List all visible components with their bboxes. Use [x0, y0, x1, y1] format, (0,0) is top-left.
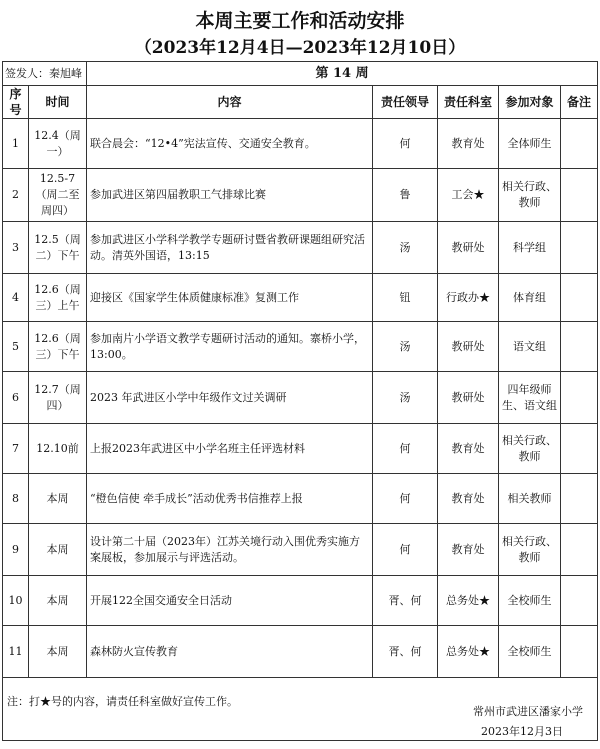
row-seq: 5: [3, 322, 29, 372]
header-seq: 序号: [3, 86, 29, 119]
row-seq: 8: [3, 474, 29, 524]
row-note: [561, 169, 598, 222]
header-dept: 责任科室: [438, 86, 499, 119]
schedule-table: [2, 61, 598, 741]
row-target: 全校师生: [499, 576, 561, 626]
doc-title: 本周主要工作和活动安排: [195, 10, 405, 32]
table-row: [3, 274, 598, 322]
table-row: [3, 474, 598, 524]
row-time: 12.10前: [29, 424, 87, 474]
row-seq: 1: [3, 119, 29, 169]
row-leader: 鲁: [373, 169, 438, 222]
row-note: [561, 474, 598, 524]
row-leader: 汤: [373, 222, 438, 274]
row-target: 相关行政、教师: [499, 524, 561, 576]
row-content: 参加武进区第四届教职工气排球比赛: [87, 169, 373, 222]
row-dept: 教育处: [438, 524, 499, 576]
row-time: 本周: [29, 576, 87, 626]
row-seq: 6: [3, 372, 29, 424]
row-content: 迎接区《国家学生体质健康标准》复测工作: [87, 274, 373, 322]
row-dept: 工会★: [438, 169, 499, 222]
row-leader: 钮: [373, 274, 438, 322]
header-content: 内容: [87, 86, 373, 119]
doc-subtitle: （2023年12月4日—2023年12月10日）: [134, 38, 466, 58]
row-target: 全体师生: [499, 119, 561, 169]
row-note: [561, 576, 598, 626]
row-note: [561, 626, 598, 678]
row-target: 相关教师: [499, 474, 561, 524]
header-target: 参加对象: [499, 86, 561, 119]
row-seq: 11: [3, 626, 29, 678]
row-target: 相关行政、教师: [499, 169, 561, 222]
row-time: 12.5-7（周二至周四）: [29, 169, 87, 222]
row-time: 12.4（周一）: [29, 119, 87, 169]
row-note: [561, 372, 598, 424]
table-row: [3, 169, 598, 222]
row-target: 全校师生: [499, 626, 561, 678]
row-leader: 何: [373, 474, 438, 524]
footer-row: [3, 678, 598, 741]
row-note: [561, 119, 598, 169]
row-content: 2023 年武进区小学中年级作文过关调研: [87, 372, 373, 424]
row-target: 语文组: [499, 322, 561, 372]
table-row: [3, 222, 598, 274]
header-time: 时间: [29, 86, 87, 119]
row-dept: 行政办★: [438, 274, 499, 322]
table-row: [3, 322, 598, 372]
table-row: [3, 424, 598, 474]
row-content: 联合晨会：“12•4”宪法宣传、交通安全教育。: [87, 119, 373, 169]
row-time: 本周: [29, 474, 87, 524]
row-time: 本周: [29, 524, 87, 576]
row-time: 12.7（周四）: [29, 372, 87, 424]
row-target: 科学组: [499, 222, 561, 274]
row-seq: 3: [3, 222, 29, 274]
row-time: 12.5（周二）下午: [29, 222, 87, 274]
footer-note: 注：打★号的内容，请责任科室做好宣传工作。: [7, 695, 238, 708]
row-note: [561, 274, 598, 322]
row-content: 参加南片小学语文教学专题研讨活动的通知。寨桥小学，13:00。: [87, 322, 373, 372]
row-leader: 何: [373, 524, 438, 576]
table-row: [3, 372, 598, 424]
row-dept: 教育处: [438, 474, 499, 524]
row-dept: 总务处★: [438, 626, 499, 678]
row-seq: 2: [3, 169, 29, 222]
row-leader: 胥、何: [373, 576, 438, 626]
row-target: 四年级师生、语文组: [499, 372, 561, 424]
table-row: [3, 576, 598, 626]
week-number: 第 14 周: [87, 62, 598, 86]
row-seq: 10: [3, 576, 29, 626]
row-time: 本周: [29, 626, 87, 678]
row-leader: 胥、何: [373, 626, 438, 678]
row-note: [561, 322, 598, 372]
row-leader: 何: [373, 119, 438, 169]
header-note: 备注: [561, 86, 598, 119]
row-dept: 教育处: [438, 119, 499, 169]
row-target: 体育组: [499, 274, 561, 322]
signer: 签发人：秦旭峰: [3, 62, 87, 86]
row-dept: 教育处: [438, 424, 499, 474]
row-dept: 教研处: [438, 222, 499, 274]
row-content: 森林防火宣传教育: [87, 626, 373, 678]
row-time: 12.6（周三）上午: [29, 274, 87, 322]
row-target: 相关行政、教师: [499, 424, 561, 474]
header-leader: 责任领导: [373, 86, 438, 119]
footer-org: 常州市武进区潘家小学: [473, 705, 584, 718]
info-row: [3, 62, 598, 86]
row-content: “橙色信使 牵手成长”活动优秀书信推荐上报: [87, 474, 373, 524]
row-note: [561, 424, 598, 474]
row-dept: 总务处★: [438, 576, 499, 626]
footer-cell: [3, 678, 598, 741]
row-dept: 教研处: [438, 372, 499, 424]
row-leader: 汤: [373, 322, 438, 372]
header-row: [3, 86, 598, 119]
row-content: 上报2023年武进区中小学名班主任评选材料: [87, 424, 373, 474]
row-seq: 4: [3, 274, 29, 322]
row-seq: 7: [3, 424, 29, 474]
row-content: 参加武进区小学科学教学专题研讨暨省教研课题组研究活动。清英外国语，13:15: [87, 222, 373, 274]
row-dept: 教研处: [438, 322, 499, 372]
row-note: [561, 524, 598, 576]
table-row: [3, 119, 598, 169]
table-row: [3, 626, 598, 678]
row-seq: 9: [3, 524, 29, 576]
row-leader: 汤: [373, 372, 438, 424]
row-time: 12.6（周三）下午: [29, 322, 87, 372]
table-row: [3, 524, 598, 576]
row-leader: 何: [373, 424, 438, 474]
row-content: 开展122全国交通安全日活动: [87, 576, 373, 626]
footer-date: 2023年12月3日: [481, 725, 564, 738]
row-note: [561, 222, 598, 274]
row-content: 设计第二十届（2023年）江苏关境行动入围优秀实施方案展板，参加展示与评选活动。: [87, 524, 373, 576]
